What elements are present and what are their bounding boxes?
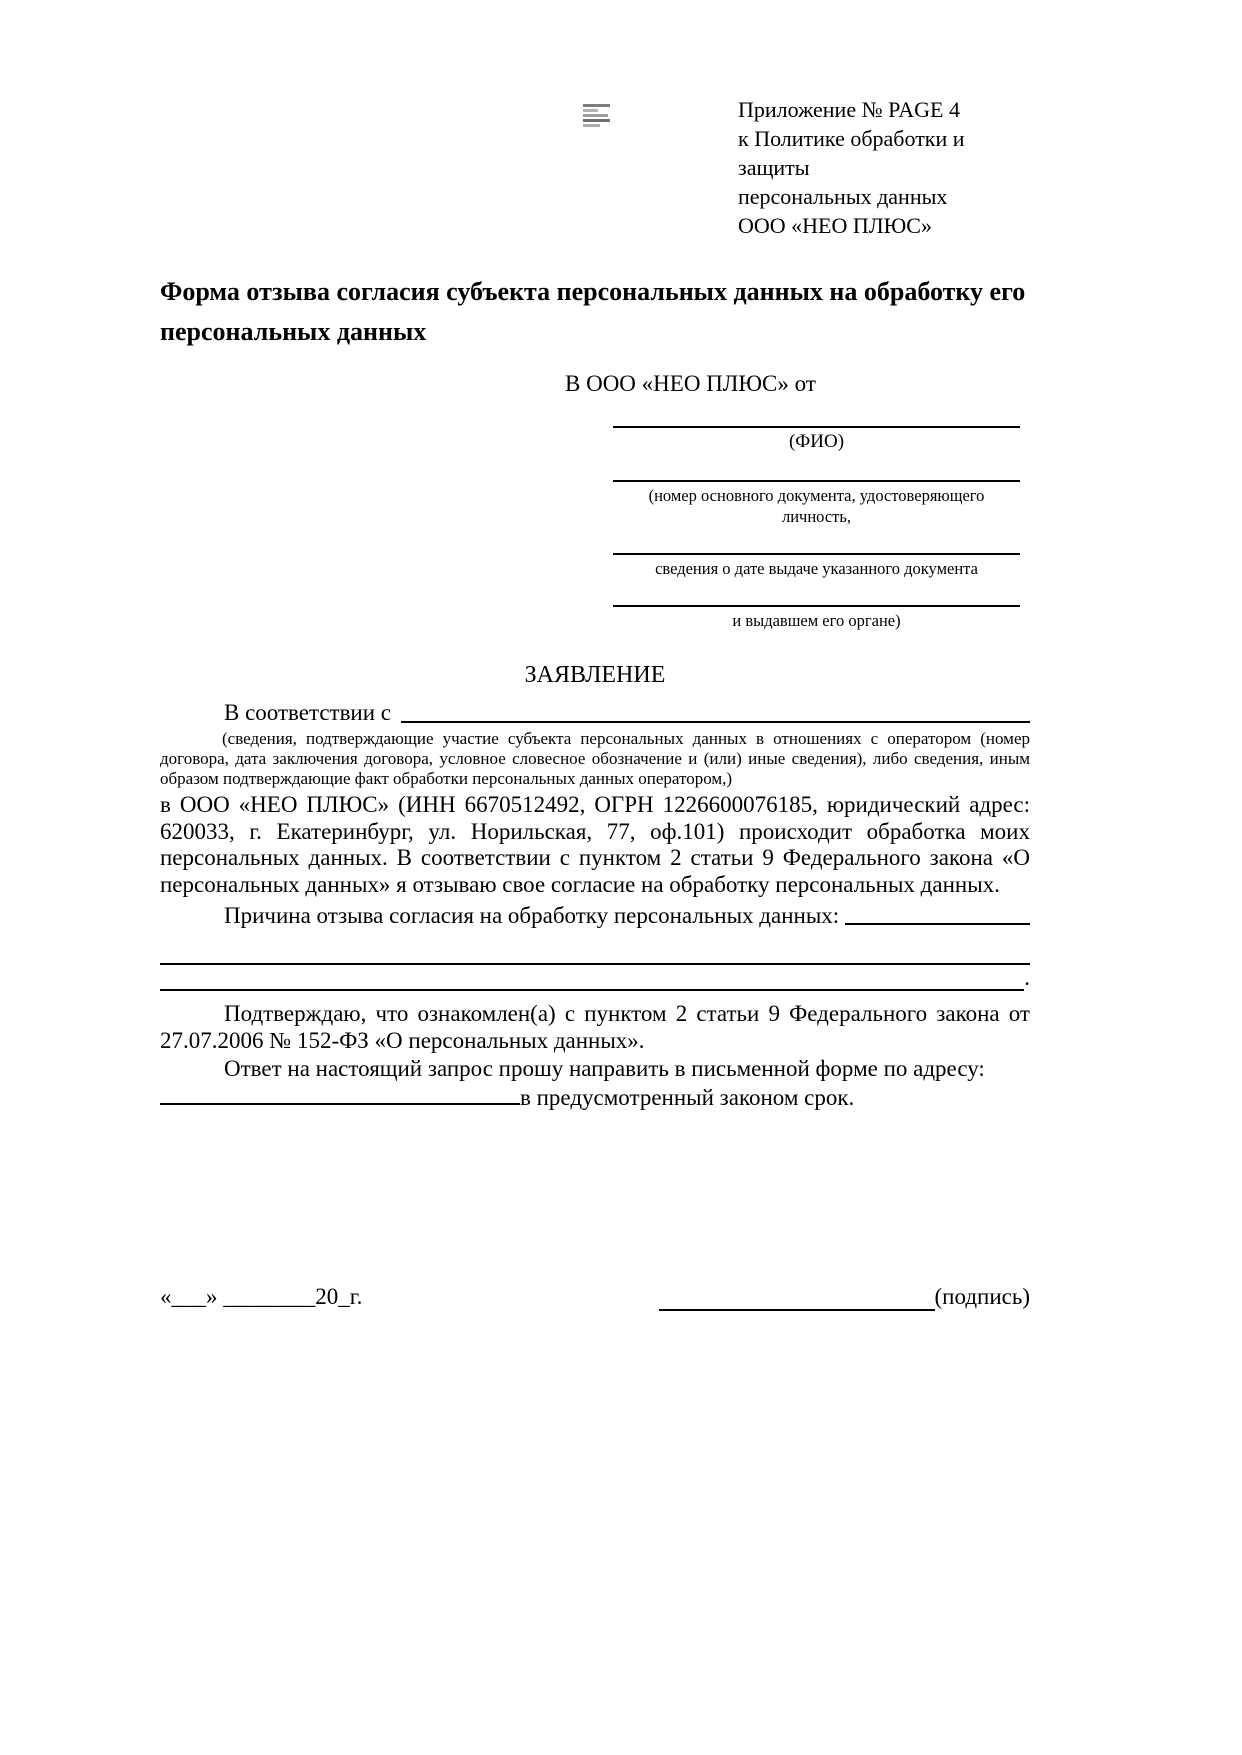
signature-caption: (подпись): [934, 1283, 1030, 1309]
reason-row: [160, 902, 1030, 929]
issuer-caption: и выдавшем его органе): [732, 611, 901, 630]
doc-number-field: [613, 454, 1020, 527]
reason-blank-line-2[interactable]: [160, 929, 1030, 965]
appendix-line-2: к Политике обработки и защиты: [738, 126, 965, 180]
appendix-line-4: ООО «НЕО ПЛЮС»: [738, 213, 932, 238]
addressee-fields: [613, 402, 1020, 631]
basis-label: В соответствии с: [224, 700, 392, 725]
reply-address-row: [160, 1083, 1030, 1111]
date-blank[interactable]: «___» ________20_г.: [160, 1283, 363, 1309]
appendix-line-1: Приложение № PAGE 4: [738, 97, 960, 122]
basis-blank-line[interactable]: [401, 721, 1030, 723]
reason-terminator: .: [1024, 965, 1030, 990]
issue-date-field: [613, 527, 1020, 579]
issue-date-blank-line[interactable]: [613, 527, 1020, 555]
fio-blank-line[interactable]: [613, 402, 1020, 428]
fio-field: [613, 402, 1020, 454]
issuer-blank-line[interactable]: [613, 579, 1020, 607]
statement-body: в ООО «НЕО ПЛЮС» (ИНН 6670512492, ОГРН 1226600076185, юридический адрес: 620033, г. Екатеринбург, ул. Норильская, 77, оф.101) происходит обработка моих персональных данных. В соответствии с пунктом 2 статьи 9 Федерального закона «О персональных данных» я отзываю свое согласие на обработку персональных данных.: [160, 792, 1030, 897]
appendix-block: [738, 95, 1038, 240]
address-blank-line[interactable]: [160, 1083, 520, 1105]
confirmation-text: Подтверждаю, что ознакомлен(а) с пунктом 2 статьи 9 Федерального закона от 27.07.2006 № 152-ФЗ «О персональных данных».: [160, 1001, 1030, 1053]
reply-request-text: Ответ на настоящий запрос прошу направить в письменной форме по адресу:: [224, 1056, 985, 1081]
reason-label: Причина отзыва согласия на обработку персональных данных:: [224, 903, 840, 928]
doc-number-blank-line[interactable]: [613, 454, 1020, 482]
statement-heading: ЗАЯВЛЕНИЕ: [524, 662, 666, 688]
doc-number-caption: (номер основного документа, удостоверяющего личность,: [648, 486, 985, 526]
addressee-to-line: В ООО «НЕО ПЛЮС» от: [565, 371, 816, 396]
table-fragment-icon: [583, 104, 610, 129]
basis-row: [160, 699, 1030, 727]
issuer-field: [613, 579, 1020, 631]
appendix-line-3: персональных данных: [738, 184, 948, 209]
signature-date-row: [160, 1283, 1030, 1311]
reply-suffix: в предусмотренный законом срок.: [520, 1084, 855, 1110]
fio-caption: (ФИО): [788, 431, 845, 452]
fine-print-note: (сведения, подтверждающие участие субъекта персональных данных в отношениях с оператором (номер договора, дата заключения договора, условное словесное обозначение и (или) иные сведения), либо сведения, иным образом подтверждающие факт обработки персональных данных оператором,): [160, 729, 1030, 788]
reason-blank-line-3[interactable]: [160, 965, 1024, 991]
signature-blank-line[interactable]: [659, 1287, 935, 1311]
reason-blank-line-3-row: [160, 965, 1030, 991]
issue-date-caption: сведения о дате выдаче указанного документа: [655, 559, 978, 578]
document-title: Форма отзыва согласия субъекта персональных данных на обработку его персональных данных: [160, 277, 1026, 346]
signature-group: [659, 1283, 1030, 1311]
reason-blank-line-1[interactable]: [845, 923, 1030, 925]
